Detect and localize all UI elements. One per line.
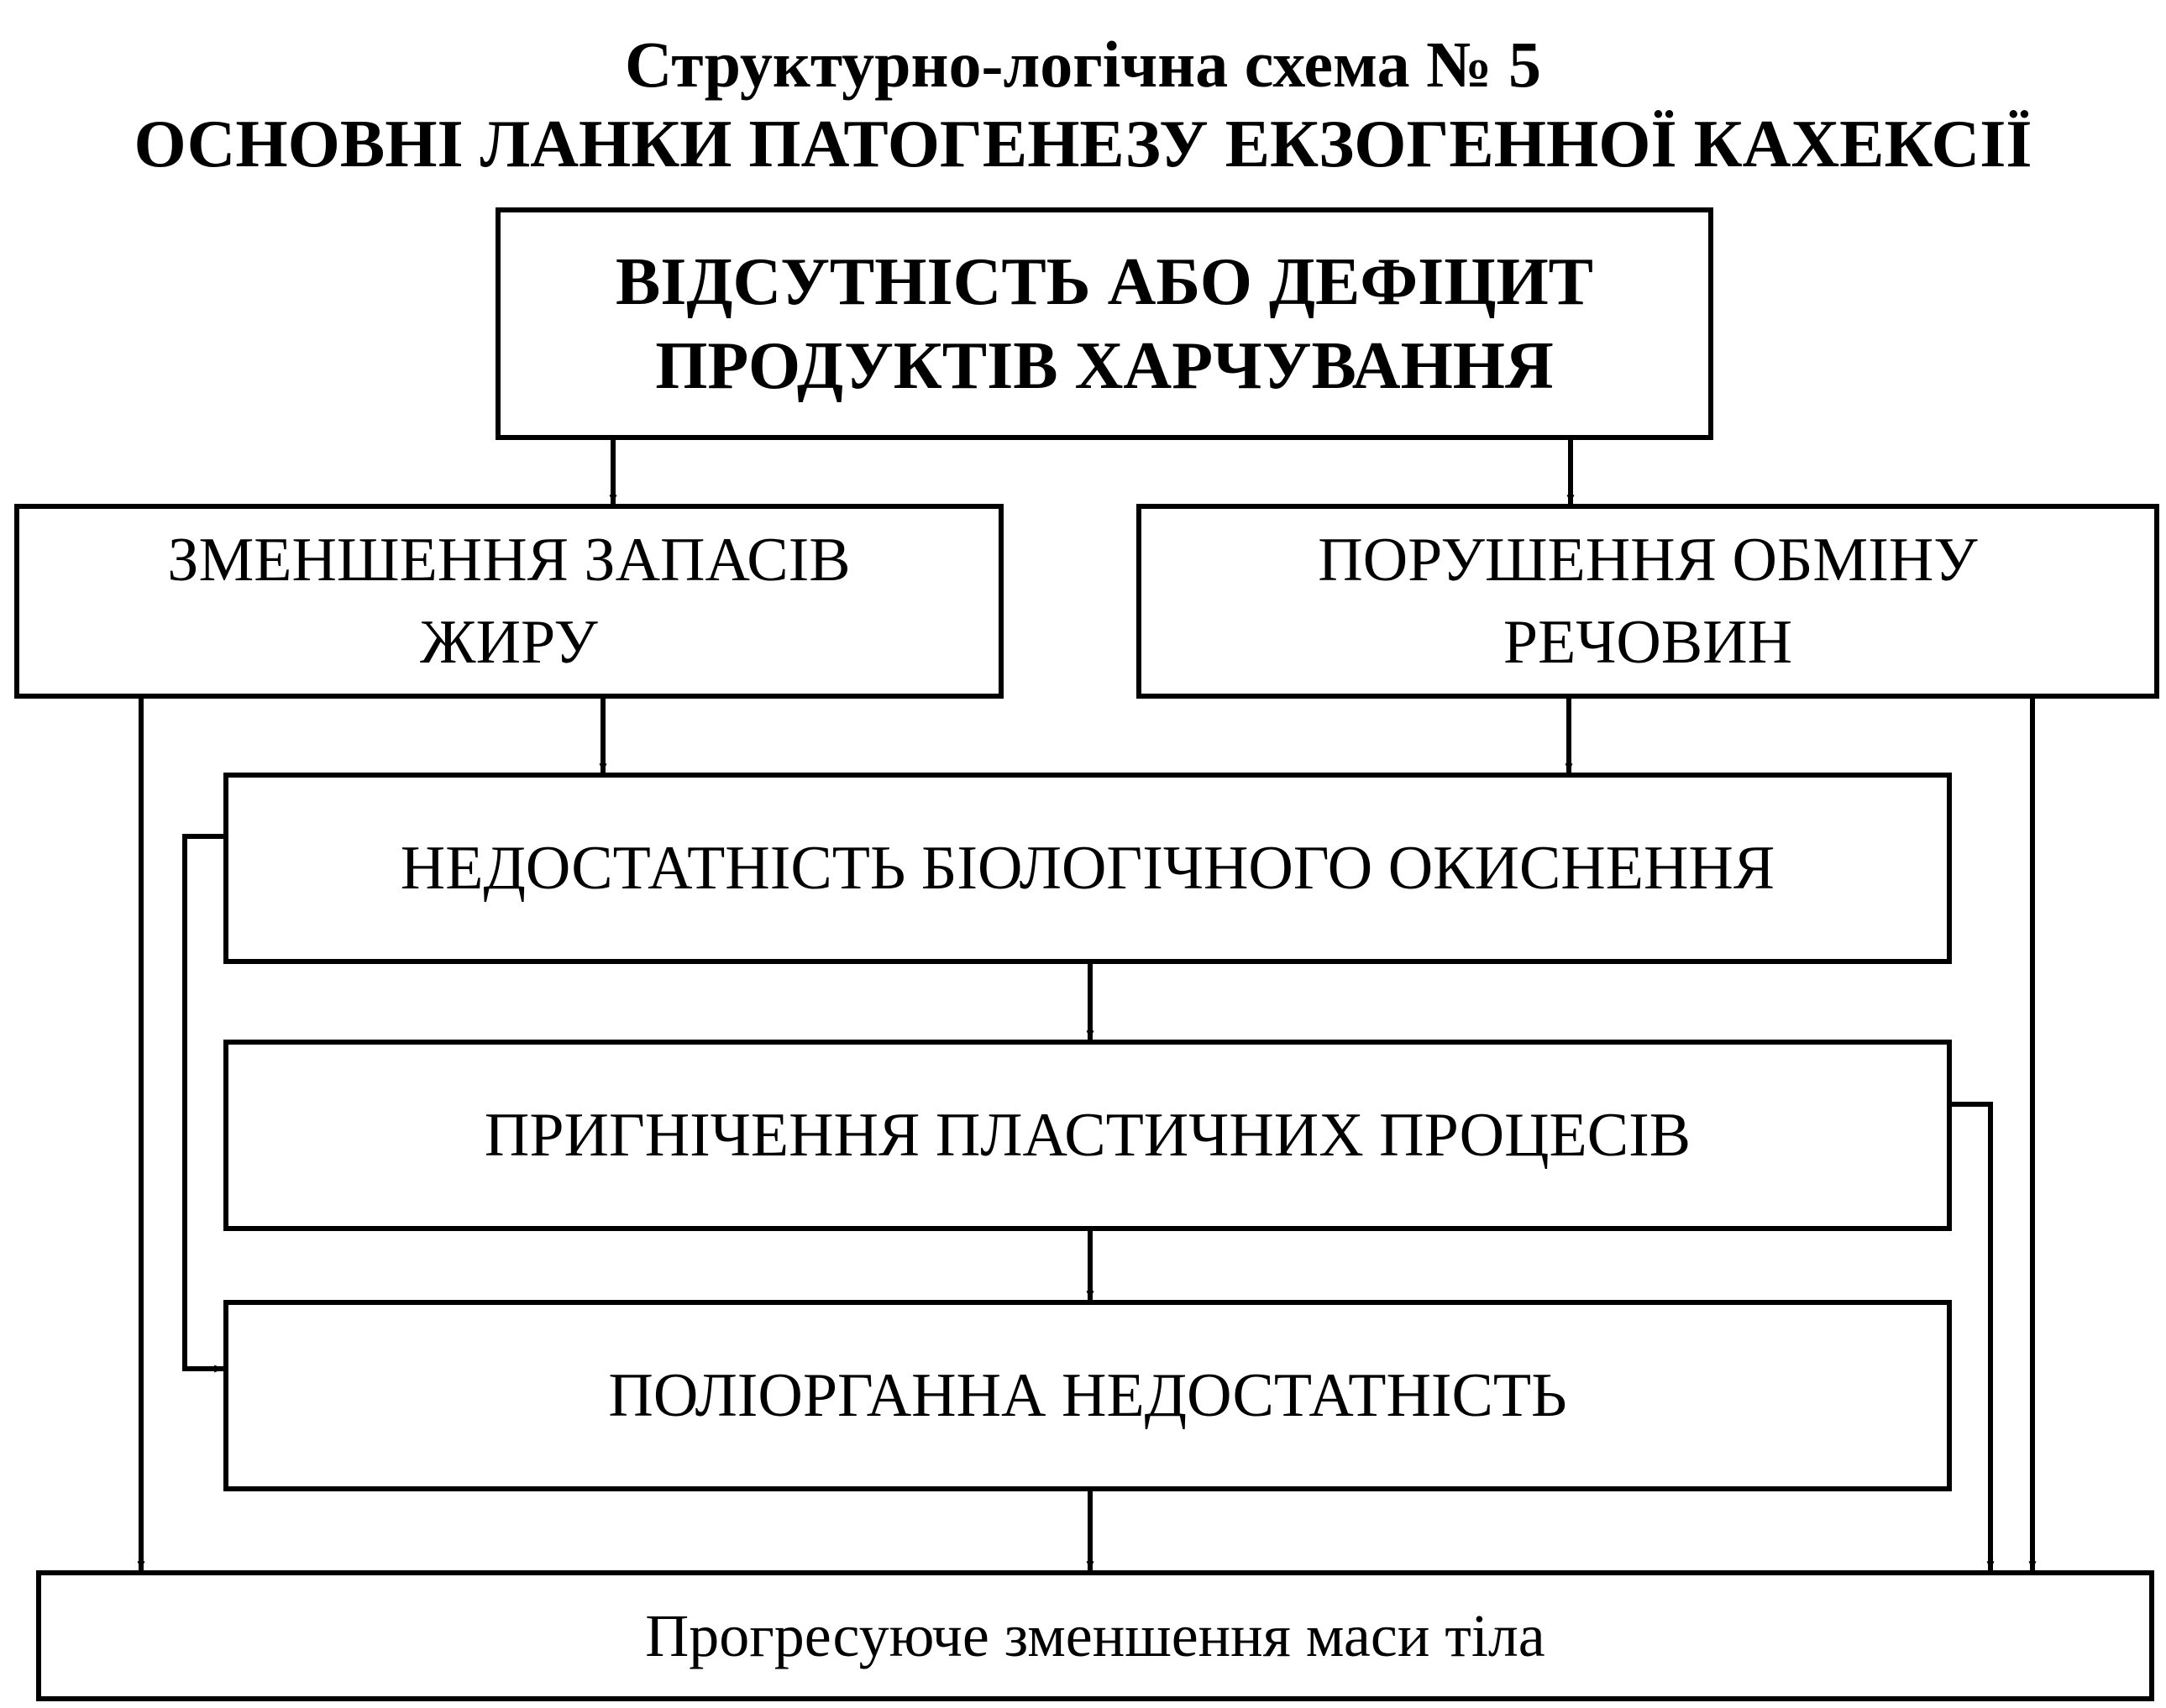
node-fat-reserves-line1: ЗМЕНШЕННЯ ЗАПАСІВ [167, 526, 851, 595]
scheme-subtitle: ОСНОВНІ ЛАНКИ ПАТОГЕНЕЗУ ЕКЗОГЕННОЇ КАХЕКСІЇ [134, 107, 2032, 181]
node-metabolism-disorder-line1: ПОРУШЕННЯ ОБМІНУ [1318, 526, 1978, 595]
node-biological-oxidation-label: НЕДОСТАТНІСТЬ БІОЛОГІЧНОГО ОКИСНЕННЯ [400, 833, 1775, 903]
node-plastic-processes [223, 1040, 1952, 1231]
node-food-deficit [496, 207, 1713, 440]
node-biological-oxidation [223, 773, 1952, 964]
scheme-title: Структурно-логічна схема № 5 [625, 28, 1541, 101]
node-metabolism-disorder-line2: РЕЧОВИН [1503, 608, 1793, 677]
edge-plastic-to-weight [1952, 1104, 1990, 1570]
node-food-deficit-line1: ВІДСУТНІСТЬ АБО ДЕФІЦИТ [615, 244, 1594, 319]
node-weight-loss [36, 1570, 2154, 1701]
edge-oxidation-to-polyorgan [185, 836, 223, 1369]
node-fat-reserves [14, 504, 1004, 699]
node-food-deficit-line2: ПРОДУКТІВ ХАРЧУВАННЯ [655, 328, 1554, 403]
node-weight-loss-label: Прогресуюче зменшення маси тіла [645, 1601, 1545, 1669]
node-fat-reserves-line2: ЖИРУ [420, 608, 598, 677]
node-polyorgan-failure [223, 1300, 1952, 1491]
node-plastic-processes-label: ПРИГНІЧЕННЯ ПЛАСТИЧНИХ ПРОЦЕСІВ [484, 1100, 1691, 1170]
node-polyorgan-failure-label: ПОЛІОРГАННА НЕДОСТАТНІСТЬ [608, 1360, 1567, 1430]
node-metabolism-disorder [1136, 504, 2159, 699]
